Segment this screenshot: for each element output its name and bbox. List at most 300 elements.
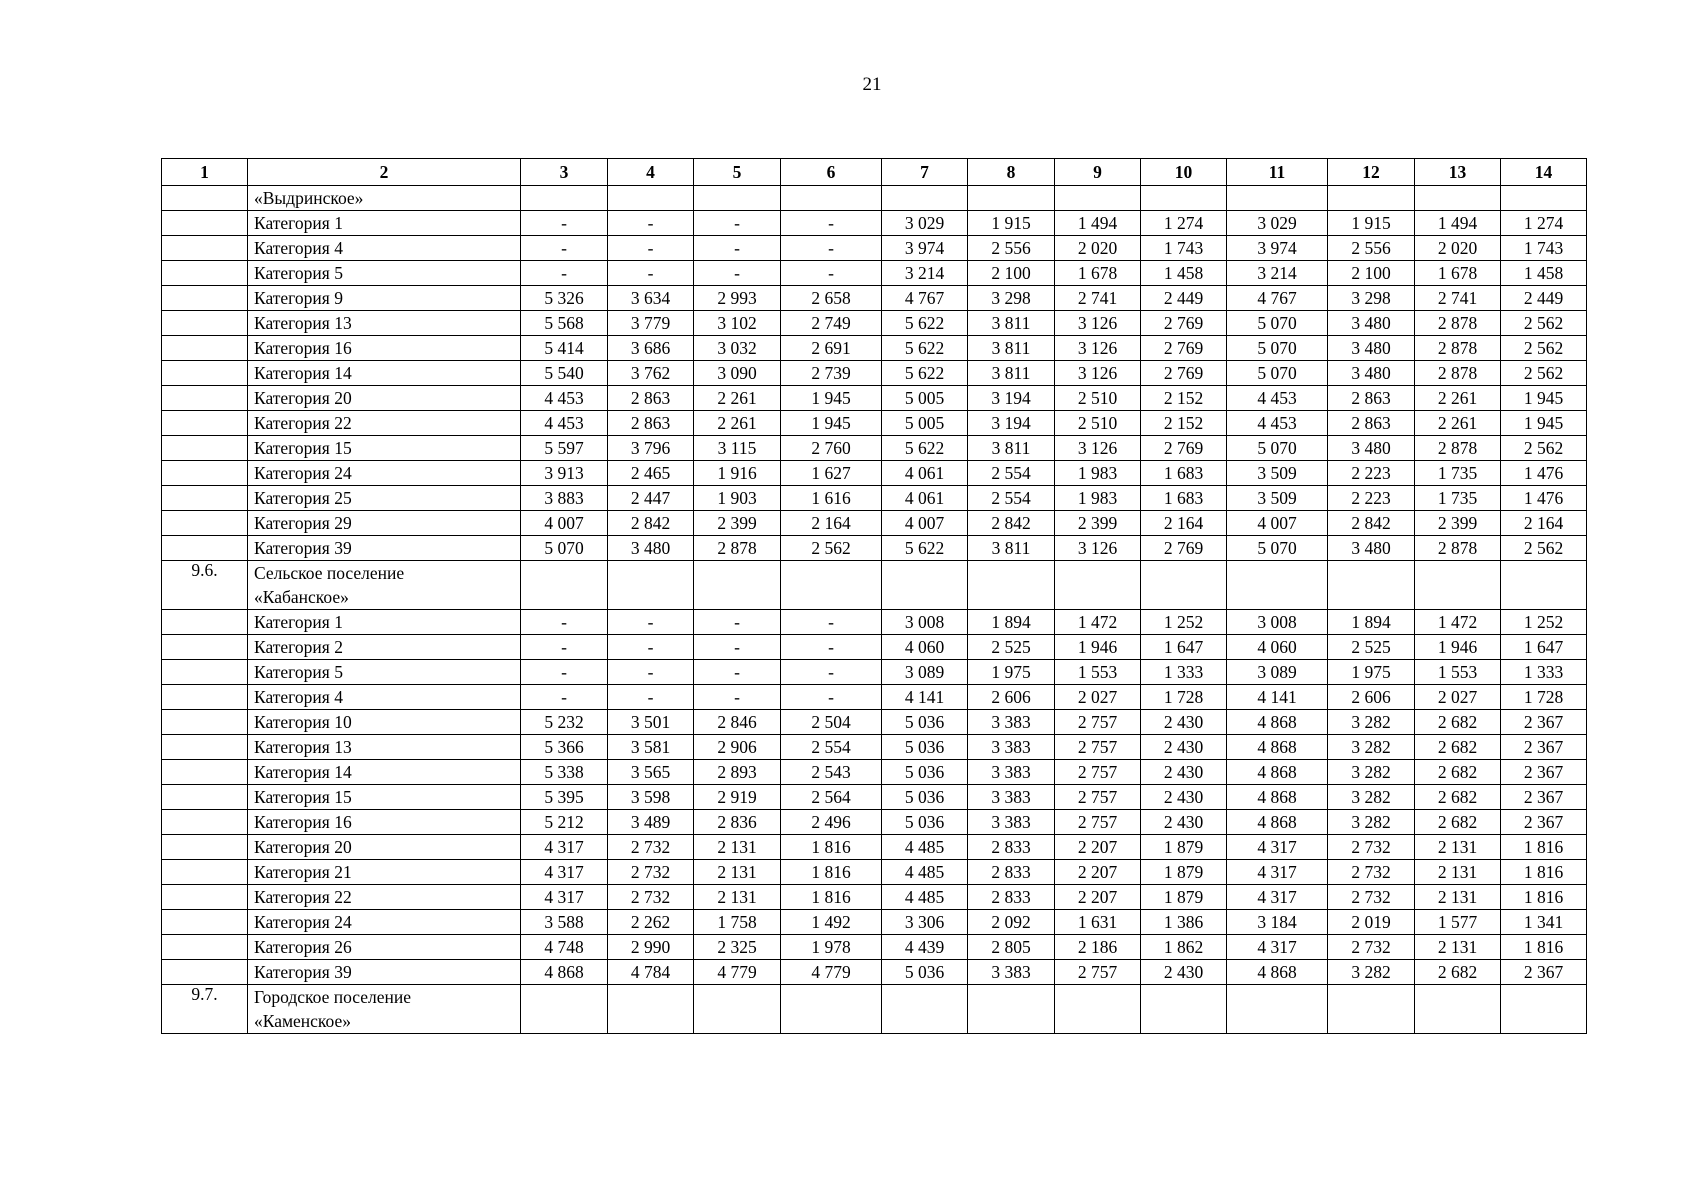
value-cell: 2 993 (694, 286, 781, 311)
value-cell: 1 274 (1501, 211, 1587, 236)
value-cell: - (781, 610, 882, 635)
value-cell: 2 325 (694, 935, 781, 960)
value-cell: 2 878 (1415, 361, 1501, 386)
value-cell: 2 399 (694, 511, 781, 536)
column-header-10: 10 (1141, 159, 1227, 186)
value-cell: - (694, 211, 781, 236)
row-index (162, 336, 248, 361)
value-cell: 2 027 (1415, 685, 1501, 710)
value-cell: 4 779 (694, 960, 781, 985)
row-index (162, 835, 248, 860)
value-cell: 2 430 (1141, 710, 1227, 735)
value-cell: 1 816 (1501, 885, 1587, 910)
row-name: Категория 16 (248, 810, 521, 835)
row-index (162, 411, 248, 436)
value-cell: 2 556 (1328, 236, 1415, 261)
value-cell: 4 060 (1227, 635, 1328, 660)
value-cell: 3 913 (521, 461, 608, 486)
value-cell: 3 126 (1055, 336, 1141, 361)
row-name: Категория 22 (248, 411, 521, 436)
value-cell: 3 811 (968, 536, 1055, 561)
value-cell (1227, 186, 1328, 211)
value-cell: 2 152 (1141, 386, 1227, 411)
value-cell: 1 577 (1415, 910, 1501, 935)
value-cell: 3 282 (1328, 810, 1415, 835)
value-cell (1141, 561, 1227, 610)
value-cell: - (694, 610, 781, 635)
value-cell: 1 553 (1415, 660, 1501, 685)
value-cell: 2 757 (1055, 735, 1141, 760)
value-cell: 3 115 (694, 436, 781, 461)
row-index (162, 211, 248, 236)
value-cell: 3 298 (968, 286, 1055, 311)
value-cell: 2 430 (1141, 810, 1227, 835)
value-cell: 1 816 (781, 835, 882, 860)
value-cell: 1 476 (1501, 461, 1587, 486)
value-cell (1328, 186, 1415, 211)
value-cell: 3 581 (608, 735, 694, 760)
value-cell: 2 430 (1141, 960, 1227, 985)
value-cell: 2 164 (1501, 511, 1587, 536)
value-cell: 5 005 (882, 411, 968, 436)
value-cell: 1 743 (1141, 236, 1227, 261)
value-cell: 2 878 (1415, 436, 1501, 461)
value-cell: 1 386 (1141, 910, 1227, 935)
value-cell: - (608, 610, 694, 635)
value-cell: 1 678 (1055, 261, 1141, 286)
value-cell: 4 453 (521, 386, 608, 411)
value-cell: 3 480 (608, 536, 694, 561)
value-cell: 2 919 (694, 785, 781, 810)
value-cell: 2 543 (781, 760, 882, 785)
value-cell: 3 598 (608, 785, 694, 810)
value-cell: 2 562 (1501, 311, 1587, 336)
value-cell: 1 683 (1141, 486, 1227, 511)
row-name: Категория 5 (248, 261, 521, 286)
value-cell: 2 833 (968, 860, 1055, 885)
value-cell (1501, 985, 1587, 1034)
value-cell (1501, 561, 1587, 610)
value-cell: - (521, 211, 608, 236)
value-cell: 2 749 (781, 311, 882, 336)
value-cell: 3 126 (1055, 436, 1141, 461)
value-cell: 3 811 (968, 336, 1055, 361)
column-header-6: 6 (781, 159, 882, 186)
row-index (162, 386, 248, 411)
value-cell: 3 509 (1227, 461, 1328, 486)
value-cell: 2 833 (968, 835, 1055, 860)
value-cell: 2 430 (1141, 735, 1227, 760)
value-cell: 1 728 (1501, 685, 1587, 710)
value-cell: 2 100 (1328, 261, 1415, 286)
table-row (162, 386, 1587, 411)
value-cell: 1 476 (1501, 486, 1587, 511)
value-cell: - (781, 660, 882, 685)
value-cell: 5 622 (882, 436, 968, 461)
row-name: Категория 13 (248, 311, 521, 336)
value-cell: 1 816 (1501, 935, 1587, 960)
value-cell: 4 485 (882, 835, 968, 860)
row-index (162, 935, 248, 960)
value-cell (1328, 985, 1415, 1034)
table-row (162, 960, 1587, 985)
table-row (162, 311, 1587, 336)
value-cell (968, 985, 1055, 1034)
value-cell: 2 757 (1055, 785, 1141, 810)
value-cell: 2 554 (781, 735, 882, 760)
value-cell: 2 554 (968, 486, 1055, 511)
value-cell: 3 974 (882, 236, 968, 261)
value-cell: 3 383 (968, 710, 1055, 735)
value-cell: 5 597 (521, 436, 608, 461)
value-cell: 2 367 (1501, 810, 1587, 835)
value-cell: - (608, 211, 694, 236)
value-cell: 2 760 (781, 436, 882, 461)
value-cell: 1 647 (1141, 635, 1227, 660)
row-index (162, 910, 248, 935)
value-cell: 3 090 (694, 361, 781, 386)
value-cell: 2 262 (608, 910, 694, 935)
value-cell: 2 100 (968, 261, 1055, 286)
row-name: Категория 1 (248, 610, 521, 635)
value-cell: 3 974 (1227, 236, 1328, 261)
table-row (162, 735, 1587, 760)
value-cell: 2 739 (781, 361, 882, 386)
value-cell: 4 060 (882, 635, 968, 660)
value-cell: 2 261 (694, 411, 781, 436)
value-cell: 2 863 (1328, 386, 1415, 411)
value-cell: 2 367 (1501, 735, 1587, 760)
value-cell: 2 732 (1328, 885, 1415, 910)
table-row (162, 785, 1587, 810)
value-cell: 2 682 (1415, 810, 1501, 835)
header-row (162, 159, 1587, 186)
value-cell: 3 796 (608, 436, 694, 461)
value-cell: - (694, 685, 781, 710)
value-cell: 1 903 (694, 486, 781, 511)
table-row (162, 286, 1587, 311)
value-cell: 1 472 (1415, 610, 1501, 635)
value-cell: 2 164 (1141, 511, 1227, 536)
row-name: Категория 22 (248, 885, 521, 910)
value-cell: 4 767 (882, 286, 968, 311)
value-cell: 2 842 (608, 511, 694, 536)
value-cell: 2 769 (1141, 336, 1227, 361)
column-header-8: 8 (968, 159, 1055, 186)
value-cell: 3 509 (1227, 486, 1328, 511)
value-cell: 3 383 (968, 735, 1055, 760)
value-cell: 2 207 (1055, 860, 1141, 885)
value-cell: 1 915 (968, 211, 1055, 236)
row-index (162, 960, 248, 985)
value-cell: 4 868 (1227, 760, 1328, 785)
value-cell: 2 367 (1501, 785, 1587, 810)
value-cell: 3 126 (1055, 311, 1141, 336)
value-cell: 1 728 (1141, 685, 1227, 710)
value-cell: 2 691 (781, 336, 882, 361)
row-name: «Выдринское» (248, 186, 521, 211)
value-cell: 2 732 (608, 835, 694, 860)
value-cell: 5 395 (521, 785, 608, 810)
value-cell: 2 430 (1141, 785, 1227, 810)
value-cell: 1 816 (781, 885, 882, 910)
value-cell: 2 658 (781, 286, 882, 311)
row-index (162, 361, 248, 386)
table-row (162, 411, 1587, 436)
value-cell: 4 453 (1227, 386, 1328, 411)
value-cell: 1 983 (1055, 461, 1141, 486)
value-cell: 5 622 (882, 361, 968, 386)
value-cell: - (608, 685, 694, 710)
value-cell: 2 682 (1415, 735, 1501, 760)
value-cell (1227, 561, 1328, 610)
value-cell: 1 758 (694, 910, 781, 935)
value-cell: 2 836 (694, 810, 781, 835)
value-cell: 1 816 (1501, 860, 1587, 885)
value-cell: - (694, 236, 781, 261)
value-cell: 3 194 (968, 386, 1055, 411)
value-cell: 4 317 (1227, 935, 1328, 960)
value-cell: 3 214 (1227, 261, 1328, 286)
value-cell: - (521, 685, 608, 710)
value-cell: 3 501 (608, 710, 694, 735)
row-index (162, 511, 248, 536)
value-cell: 2 863 (608, 386, 694, 411)
value-cell: 2 510 (1055, 386, 1141, 411)
value-cell: 1 945 (781, 386, 882, 411)
value-cell: 4 007 (521, 511, 608, 536)
value-cell (781, 985, 882, 1034)
row-index (162, 735, 248, 760)
value-cell: 2 842 (1328, 511, 1415, 536)
value-cell: 3 811 (968, 361, 1055, 386)
value-cell: 2 606 (968, 685, 1055, 710)
value-cell: 4 784 (608, 960, 694, 985)
value-cell: 3 634 (608, 286, 694, 311)
row-index (162, 610, 248, 635)
value-cell: 1 879 (1141, 885, 1227, 910)
table-row (162, 236, 1587, 261)
value-cell: 2 741 (1055, 286, 1141, 311)
value-cell: 2 805 (968, 935, 1055, 960)
row-name: Категория 15 (248, 436, 521, 461)
value-cell: 1 494 (1055, 211, 1141, 236)
row-index (162, 536, 248, 561)
table-row (162, 760, 1587, 785)
column-header-5: 5 (694, 159, 781, 186)
value-cell: - (694, 660, 781, 685)
value-cell: 3 282 (1328, 960, 1415, 985)
value-cell: 2 186 (1055, 935, 1141, 960)
row-index (162, 785, 248, 810)
row-name: Категория 16 (248, 336, 521, 361)
row-name: Категория 20 (248, 835, 521, 860)
value-cell: 1 975 (1328, 660, 1415, 685)
value-cell: 4 317 (521, 885, 608, 910)
value-cell: 2 732 (1328, 860, 1415, 885)
value-cell: - (781, 211, 882, 236)
value-cell: 1 916 (694, 461, 781, 486)
column-header-7: 7 (882, 159, 968, 186)
value-cell: 4 439 (882, 935, 968, 960)
value-cell: 2 732 (608, 860, 694, 885)
column-header-12: 12 (1328, 159, 1415, 186)
row-name: Категория 1 (248, 211, 521, 236)
value-cell: 2 732 (1328, 835, 1415, 860)
column-header-9: 9 (1055, 159, 1141, 186)
value-cell: 2 682 (1415, 960, 1501, 985)
value-cell: 2 757 (1055, 960, 1141, 985)
row-index (162, 685, 248, 710)
value-cell (1055, 186, 1141, 211)
value-cell: 4 748 (521, 935, 608, 960)
value-cell: 3 089 (882, 660, 968, 685)
value-cell: 1 492 (781, 910, 882, 935)
table-row (162, 810, 1587, 835)
value-cell: 3 383 (968, 960, 1055, 985)
value-cell: - (521, 236, 608, 261)
value-cell: 4 868 (1227, 785, 1328, 810)
value-cell: - (608, 236, 694, 261)
value-cell (694, 985, 781, 1034)
value-cell (521, 985, 608, 1034)
value-cell: 1 252 (1141, 610, 1227, 635)
row-name: Категория 24 (248, 910, 521, 935)
value-cell: 3 008 (1227, 610, 1328, 635)
row-name: Категория 39 (248, 536, 521, 561)
value-cell: 2 131 (694, 860, 781, 885)
value-cell: 1 945 (1501, 411, 1587, 436)
value-cell: 3 565 (608, 760, 694, 785)
value-cell: 3 282 (1328, 735, 1415, 760)
value-cell: 4 061 (882, 486, 968, 511)
value-cell: 2 769 (1141, 361, 1227, 386)
value-cell: 2 367 (1501, 760, 1587, 785)
value-cell: 4 141 (882, 685, 968, 710)
value-cell: 2 027 (1055, 685, 1141, 710)
row-index (162, 436, 248, 461)
value-cell: 2 878 (1415, 336, 1501, 361)
value-cell (608, 985, 694, 1034)
value-cell: - (694, 635, 781, 660)
value-cell: 5 212 (521, 810, 608, 835)
value-cell: 3 883 (521, 486, 608, 511)
row-name: Категория 10 (248, 710, 521, 735)
table-row (162, 860, 1587, 885)
table-row (162, 835, 1587, 860)
column-header-3: 3 (521, 159, 608, 186)
value-cell: - (781, 685, 882, 710)
row-index (162, 885, 248, 910)
value-cell: 3 480 (1328, 336, 1415, 361)
value-cell: 4 317 (521, 860, 608, 885)
value-cell: 1 945 (1501, 386, 1587, 411)
value-cell: 2 606 (1328, 685, 1415, 710)
value-cell (882, 186, 968, 211)
value-cell: 4 007 (1227, 511, 1328, 536)
value-cell: 2 131 (1415, 935, 1501, 960)
value-cell: 1 458 (1141, 261, 1227, 286)
value-cell: - (694, 261, 781, 286)
value-cell: 5 036 (882, 760, 968, 785)
value-cell: - (521, 660, 608, 685)
value-cell: 2 906 (694, 735, 781, 760)
value-cell: 2 769 (1141, 311, 1227, 336)
value-cell: 5 232 (521, 710, 608, 735)
value-cell: 2 990 (608, 935, 694, 960)
value-cell (1055, 985, 1141, 1034)
value-cell: 3 102 (694, 311, 781, 336)
value-cell: - (781, 261, 882, 286)
value-cell (1055, 561, 1141, 610)
value-cell: 1 816 (781, 860, 882, 885)
value-cell: 3 779 (608, 311, 694, 336)
table-row (162, 910, 1587, 935)
value-cell: 5 036 (882, 785, 968, 810)
value-cell: 2 399 (1055, 511, 1141, 536)
row-index (162, 236, 248, 261)
value-cell: 4 141 (1227, 685, 1328, 710)
row-index (162, 461, 248, 486)
value-cell (521, 561, 608, 610)
value-cell: 1 494 (1415, 211, 1501, 236)
row-index: 9.7. (162, 985, 248, 1034)
table-row (162, 461, 1587, 486)
value-cell: 1 975 (968, 660, 1055, 685)
value-cell: - (608, 261, 694, 286)
table-row (162, 336, 1587, 361)
value-cell: - (521, 610, 608, 635)
value-cell: 1 816 (1501, 835, 1587, 860)
value-cell: 3 032 (694, 336, 781, 361)
value-cell: - (781, 635, 882, 660)
value-cell: 3 029 (882, 211, 968, 236)
value-cell (781, 561, 882, 610)
table-row (162, 710, 1587, 735)
value-cell: 2 757 (1055, 810, 1141, 835)
row-name: Категория 13 (248, 735, 521, 760)
value-cell: 5 070 (1227, 311, 1328, 336)
value-cell: 3 811 (968, 311, 1055, 336)
value-cell: 3 282 (1328, 760, 1415, 785)
value-cell: 4 868 (521, 960, 608, 985)
value-cell: 3 383 (968, 810, 1055, 835)
value-cell: 1 735 (1415, 461, 1501, 486)
value-cell: 2 863 (1328, 411, 1415, 436)
column-header-4: 4 (608, 159, 694, 186)
value-cell: 3 686 (608, 336, 694, 361)
value-cell: 2 893 (694, 760, 781, 785)
row-index (162, 486, 248, 511)
value-cell: 1 472 (1055, 610, 1141, 635)
value-cell: 5 338 (521, 760, 608, 785)
value-cell: 2 525 (968, 635, 1055, 660)
row-index (162, 860, 248, 885)
value-cell: 2 863 (608, 411, 694, 436)
value-cell: 2 207 (1055, 835, 1141, 860)
table-row (162, 885, 1587, 910)
value-cell: 1 616 (781, 486, 882, 511)
value-cell: 3 588 (521, 910, 608, 935)
value-cell: 2 556 (968, 236, 1055, 261)
value-cell: 3 480 (1328, 311, 1415, 336)
table-row (162, 186, 1587, 211)
value-cell: 3 811 (968, 436, 1055, 461)
value-cell: 5 622 (882, 536, 968, 561)
value-cell (694, 561, 781, 610)
value-cell (608, 186, 694, 211)
value-cell: 2 430 (1141, 760, 1227, 785)
